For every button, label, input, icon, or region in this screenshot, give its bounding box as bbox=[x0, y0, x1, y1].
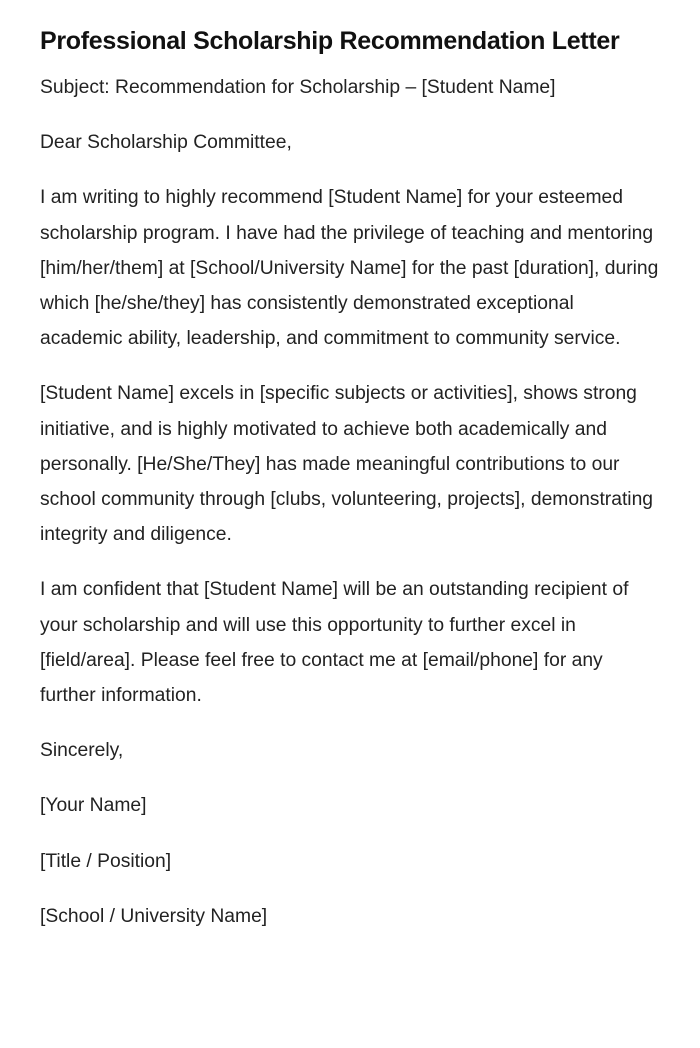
body-paragraph-intro: I am writing to highly recommend [Student Name] for your esteemed scholarship program. I have had the privilege of teaching and mentoring [him/her/them] at [School/University Name] for the past [duration], during which [he/she/they] has consistently demonstrated exceptional academic ability, leadership, and commitment to community service. bbox=[40, 187, 659, 350]
letter-title: Professional Scholarship Recommendation Letter bbox=[40, 27, 620, 55]
signature-name: [Your Name] bbox=[40, 795, 147, 817]
body-paragraph-qualities: [Student Name] excels in [specific subjects or activities], shows strong initiative, and is highly motivated to achieve both academically and personally. [He/She/They] has made meaningful contributions to our school community through [clubs, volunteering, projects], demonstrating integrity and diligence. bbox=[40, 383, 654, 546]
body-paragraph-closing: I am confident that [Student Name] will be an outstanding recipient of your scholarship and will use this opportunity to further excel in [field/area]. Please feel free to contact me at [email/phone] for any further information. bbox=[40, 579, 629, 707]
signature-institution: [School / University Name] bbox=[40, 905, 268, 927]
letter-salutation: Dear Scholarship Committee, bbox=[40, 132, 292, 154]
letter-closing: Sincerely, bbox=[40, 740, 124, 762]
signature-title: [Title / Position] bbox=[40, 850, 172, 872]
letter-subject: Subject: Recommendation for Scholarship – [Student Name] bbox=[40, 77, 556, 98]
